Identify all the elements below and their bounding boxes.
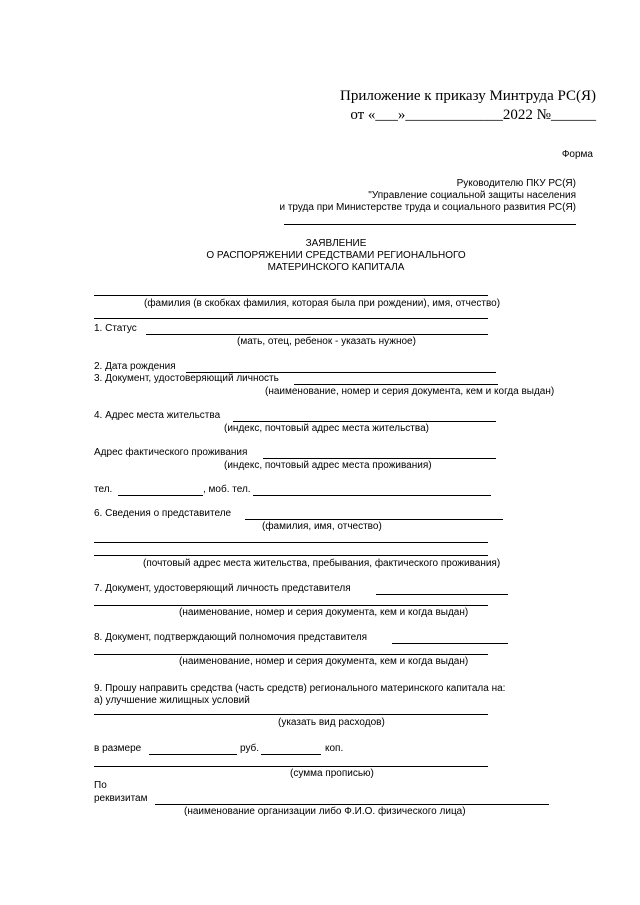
by-label: По <box>94 780 107 791</box>
addressee-line-2: "Управление социальной защиты населения <box>368 190 576 201</box>
addressee-blank-line <box>284 224 576 225</box>
addressee-line-3: и труда при Министерстве труда и социального развития РС(Я) <box>279 202 576 213</box>
fio-field[interactable] <box>94 295 488 296</box>
residence-field[interactable] <box>233 421 496 422</box>
document-title: ЗАЯВЛЕНИЕ <box>305 238 367 249</box>
amount-kop-field[interactable] <box>261 754 321 755</box>
rep-id-field[interactable] <box>376 594 508 595</box>
expense-field[interactable] <box>94 714 488 715</box>
actual-address-label: Адрес фактического проживания <box>94 447 248 458</box>
rep-authority-field[interactable] <box>392 643 508 644</box>
fio-field-extra[interactable] <box>94 318 488 319</box>
representative-hint: (фамилия, имя, отчество) <box>262 521 382 532</box>
amount-words-field[interactable] <box>94 766 488 767</box>
status-label: 1. Статус <box>94 323 137 334</box>
mobile-label: , моб. тел. <box>203 484 251 495</box>
rub-label: руб. <box>240 743 260 754</box>
details-label: реквизитам <box>94 793 148 804</box>
rep-id-hint: (наименование, номер и серия документа, кем и когда выдан) <box>179 607 469 618</box>
rep-authority-hint: (наименование, номер и серия документа, кем и когда выдан) <box>179 656 469 667</box>
addressee-line-1: Руководителю ПКУ РС(Я) <box>456 178 576 189</box>
rep-id-field-2[interactable] <box>94 605 488 606</box>
representative-field[interactable] <box>245 519 503 520</box>
id-doc-field[interactable] <box>294 384 498 385</box>
fio-hint: (фамилия (в скобках фамилия, которая была при рождении), имя, отчество) <box>144 298 501 309</box>
residence-label: 4. Адрес места жительства <box>94 410 221 421</box>
actual-address-hint: (индекс, почтовый адрес места проживания) <box>224 460 432 471</box>
request-text: 9. Прошу направить средства (часть средств) регионального материнского капитала на: <box>94 683 506 694</box>
form-label: Форма <box>561 149 593 160</box>
appendix-title: Приложение к приказу Минтруда РС(Я) <box>340 88 596 104</box>
expense-hint: (указать вид расходов) <box>278 717 385 728</box>
amount-label: в размере <box>94 743 142 754</box>
amount-words-hint: (сумма прописью) <box>290 768 374 779</box>
recipient-field[interactable] <box>155 804 549 805</box>
birthdate-label: 2. Дата рождения <box>94 361 176 372</box>
status-field[interactable] <box>146 334 488 335</box>
status-hint: (мать, отец, ребенок - указать нужное) <box>237 336 416 347</box>
actual-address-field[interactable] <box>263 458 496 459</box>
phone-label: тел. <box>94 484 113 495</box>
residence-hint: (индекс, почтовый адрес места жительства) <box>224 423 429 434</box>
rep-authority-field-2[interactable] <box>94 654 488 655</box>
id-doc-hint: (наименование, номер и серия документа, кем и когда выдан) <box>265 386 555 397</box>
representative-label: 6. Сведения о представителе <box>94 508 232 519</box>
order-date-line: от «___»_____________2022 №______ <box>350 107 596 123</box>
representative-address-hint: (почтовый адрес места жительства, пребывания, фактического проживания) <box>143 558 501 569</box>
id-doc-label: 3. Документ, удостоверяющий личность <box>94 373 279 384</box>
document-subtitle-1: О РАСПОРЯЖЕНИИ СРЕДСТВАМИ РЕГИОНАЛЬНОГО <box>206 250 466 261</box>
rep-authority-label: 8. Документ, подтверждающий полномочия представителя <box>94 632 368 643</box>
amount-rub-field[interactable] <box>149 754 237 755</box>
representative-address-field-1[interactable] <box>94 542 488 543</box>
phone-field[interactable] <box>118 495 203 496</box>
document-subtitle-2: МАТЕРИНСКОГО КАПИТАЛА <box>267 262 405 273</box>
housing-option: а) улучшение жилищных условий <box>94 695 250 706</box>
kop-label: коп. <box>325 743 344 754</box>
recipient-hint: (наименование организации либо Ф.И.О. физического лица) <box>184 806 466 817</box>
rep-id-label: 7. Документ, удостоверяющий личность представителя <box>94 583 351 594</box>
representative-address-field-2[interactable] <box>94 555 488 556</box>
mobile-field[interactable] <box>253 495 491 496</box>
